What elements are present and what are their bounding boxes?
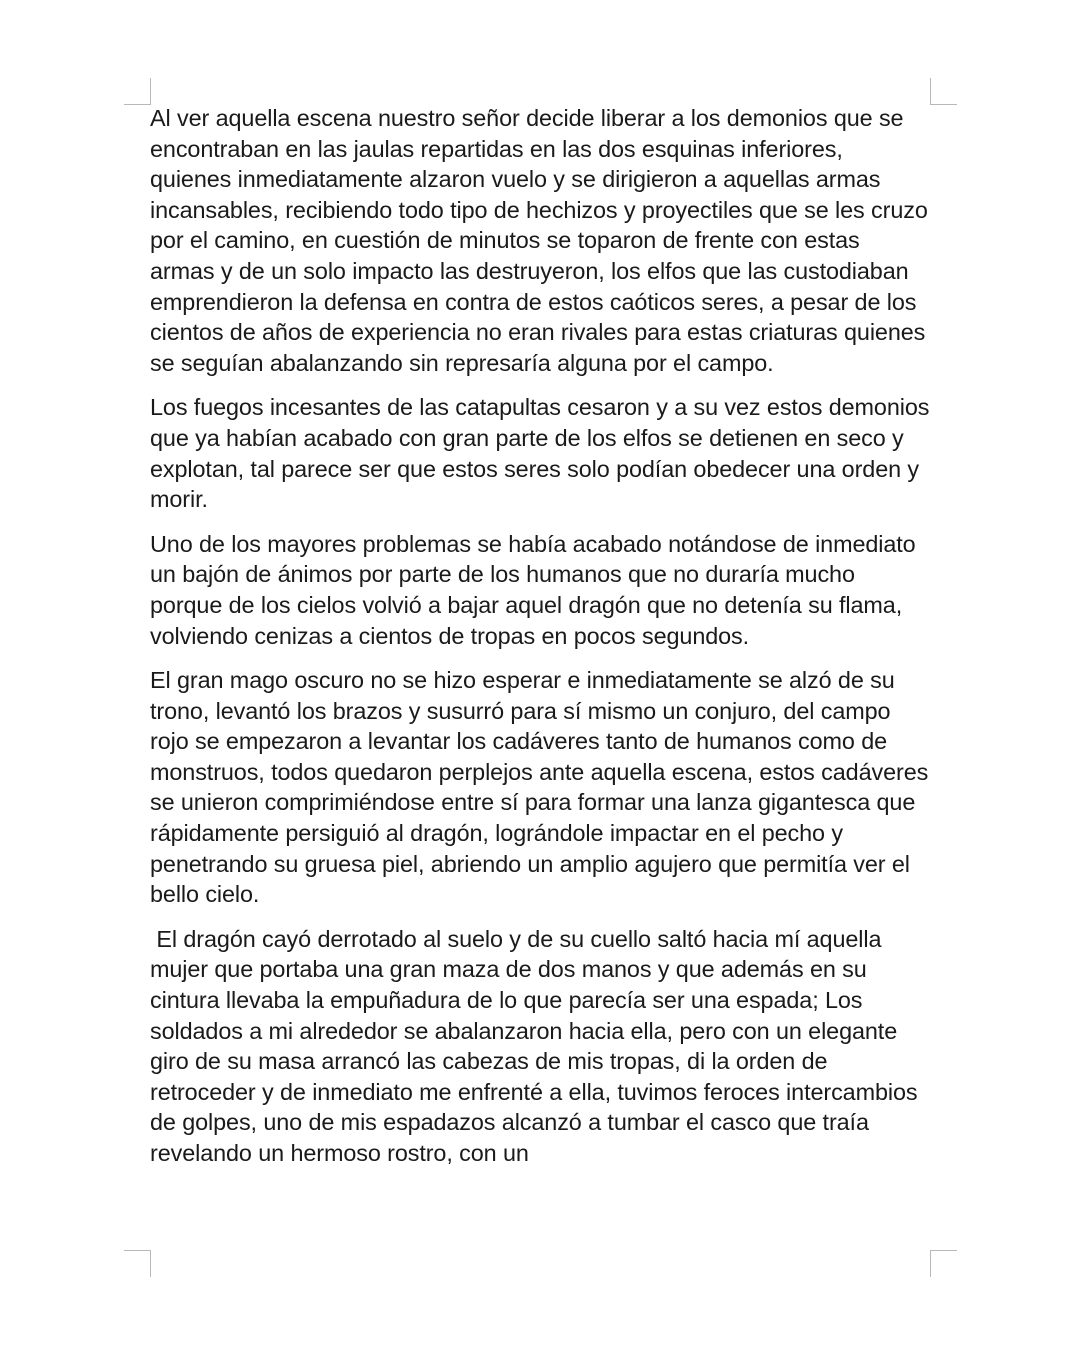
margin-marker-top-right <box>930 78 957 105</box>
paragraph-4: El gran mago oscuro no se hizo esperar e inmediatamente se alzó de su trono, levantó los brazos y susurró para sí mismo un conjuro, del campo rojo se empezaron a levantar los cadáveres tanto de humanos como de monstruos, todos quedaron perplejos ante aquella escena, estos cadáveres se unieron comprimiéndose entre sí para formar una lanza gigantesca que rápidamente persiguió al dragón, lográndole impactar en el pecho y penetrando su gruesa piel, abriendo un amplio agujero que permitía ver el bello cielo. <box>150 667 929 908</box>
paragraph-2: Los fuegos incesantes de las catapultas cesaron y a su vez estos demonios que ya habían acabado con gran parte de los elfos se detienen en seco y explotan, tal parece ser que estos seres solo podían obedecer una orden y morir. <box>150 394 930 513</box>
margin-marker-bottom-right <box>930 1250 957 1277</box>
document-body[interactable] <box>150 103 930 1243</box>
paragraph-3: Uno de los mayores problemas se había acabado notándose de inmediato un bajón de ánimos por parte de los humanos que no duraría mucho porque de los cielos volvió a bajar aquel dragón que no detenía su flama, volviendo cenizas a cientos de tropas en pocos segundos. <box>150 530 916 649</box>
paragraph-5: El dragón cayó derrotado al suelo y de su cuello saltó hacia mí aquella mujer que portaba una gran maza de dos manos y que además en su cintura llevaba la empuñadura de lo que parecía ser una espada; Los soldados a mi alrededor se abalanzaron hacia ella, pero con un elegante giro de su masa arrancó las cabezas de mis tropas, di la orden de retroceder y de inmediato me enfrenté a ella, tuvimos feroces intercambios de golpes, uno de mis espadazos alcanzó a tumbar el casco que traía revelando un hermoso rostro, con un <box>150 925 924 1166</box>
margin-marker-bottom-left <box>124 1250 151 1277</box>
margin-marker-top-left <box>124 78 151 105</box>
paragraph-1: Al ver aquella escena nuestro señor decide liberar a los demonios que se encontraban en las jaulas repartidas en las dos esquinas inferiores, quienes inmediatamente alzaron vuelo y se dirigieron a aquellas armas incansables, recibiendo todo tipo de hechizos y proyectiles que se les cruzo por el camino, en cuestión de minutos se toparon de frente con estas armas y de un solo impacto las destruyeron, los elfos que las custodiaban emprendieron la defensa en contra de estos caóticos seres, a pesar de los cientos de años de experiencia no eran rivales para estas criaturas quienes se seguían abalanzando sin represaría alguna por el campo. <box>150 105 928 376</box>
